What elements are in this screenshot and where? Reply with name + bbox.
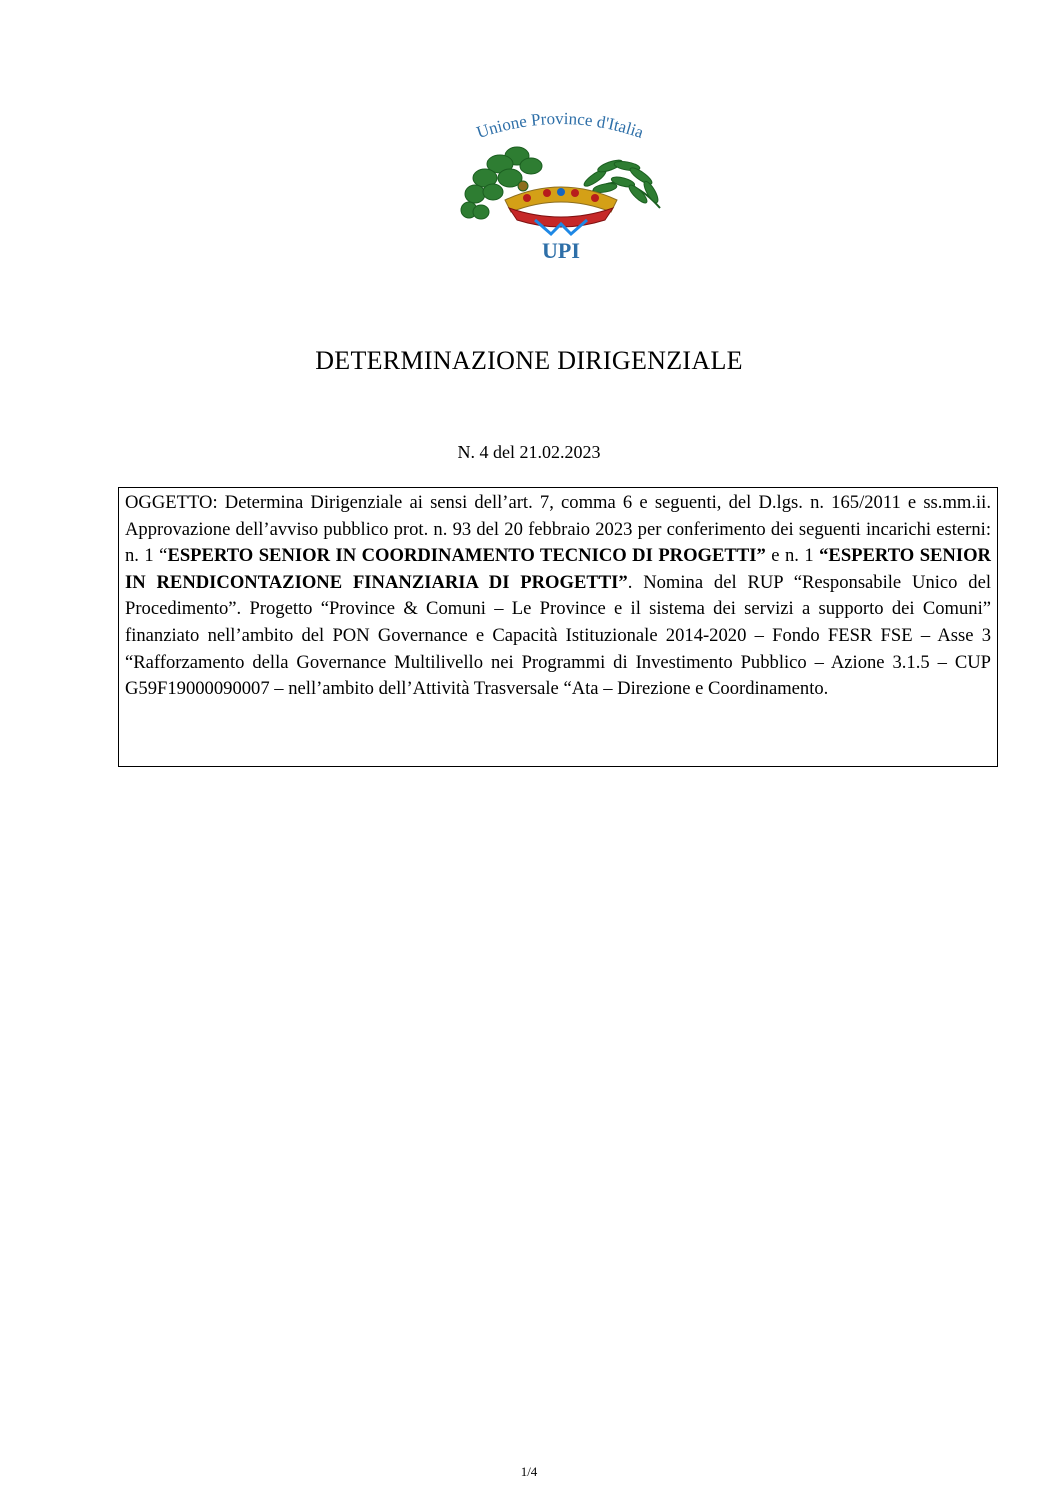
document-number: N. 4 del 21.02.2023 bbox=[457, 442, 601, 462]
subject-box bbox=[118, 487, 998, 767]
subject-text bbox=[125, 490, 991, 703]
logo-acronym: UPI bbox=[542, 238, 580, 263]
subject-part-2: e n. 1 bbox=[765, 545, 820, 567]
subject-part-3: . Nomina del RUP “Responsabile Unico del Procedimento”. Progetto “Province & Comuni – Le Province e il sistema dei servizi a supporto dei Comuni” finanziato nell’ambito del PON Governance e Capacità Istituzionale 2014-2020 – Fondo FESR FSE – Asse 3 “Rafforzamento della Governance Multilivello nei Programmi di Investimento Pubblico – Azione 3.1.5 – CUP G59F19000090007 – nell’ambito dell’Attività Trasversale “Ata – Direzione e Coordinamento. bbox=[125, 571, 991, 700]
subject-bold-1: ESPERTO SENIOR IN COORDINAMENTO TECNICO DI PROGETTI” bbox=[167, 545, 766, 567]
page-number: 1/4 bbox=[520, 1464, 538, 1479]
document-title: DETERMINAZIONE DIRIGENZIALE bbox=[315, 346, 743, 375]
oak-branch-icon bbox=[461, 147, 542, 219]
subject-bold-2: “ESPERTO SENIOR IN RENDICONTAZIONE FINANZIARIA DI PROGETTI” bbox=[125, 545, 991, 593]
crown-icon bbox=[505, 187, 617, 234]
logo-arc-text: Unione Province d'Italia bbox=[474, 108, 646, 143]
upi-logo bbox=[455, 108, 667, 268]
subject-part-1: OGGETTO: Determina Dirigenziale ai sensi dell’art. 7, comma 6 e seguenti, del D.lgs. n. 165/2011 e ss.mm.ii. Approvazione dell’avviso pubblico prot. n. 93 del 20 febbraio 2023 per conferimento dei seguenti incarichi esterni: n. 1 “ bbox=[125, 492, 991, 567]
